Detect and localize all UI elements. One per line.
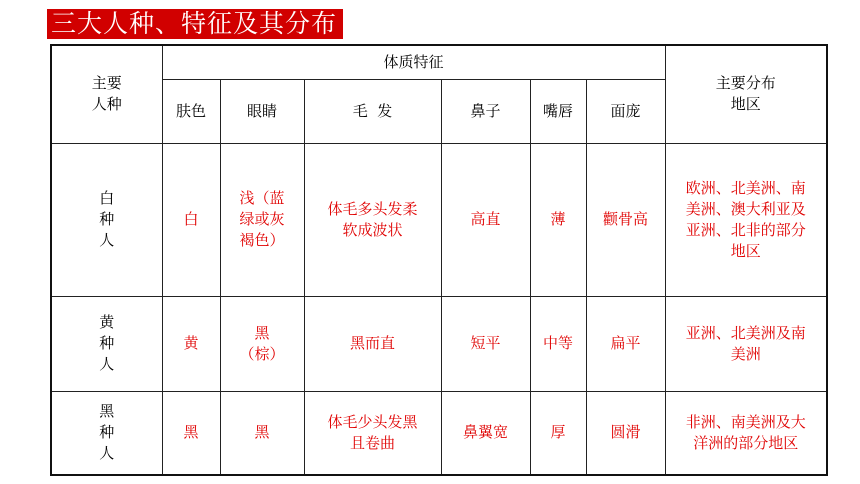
hair-line: 且卷曲 [349, 433, 395, 452]
nose-cell: 短平 [441, 296, 530, 391]
table-row [51, 391, 827, 475]
header-face: 面庞 [586, 79, 665, 143]
header-lips: 嘴唇 [530, 79, 586, 143]
lips-cell: 薄 [530, 143, 586, 296]
skin-cell: 白 [162, 143, 220, 296]
header-dist-line1: 主要分布 [715, 74, 776, 93]
lips-cell: 中等 [530, 296, 586, 391]
skin-cell: 黄 [162, 296, 220, 391]
dist-line: 美洲 [730, 344, 761, 363]
eyes-line: 褐色） [239, 231, 285, 249]
header-skin: 肤色 [162, 79, 220, 143]
page-title: 三大人种、特征及其分布 [47, 9, 343, 39]
dist-line: 地区 [730, 241, 761, 260]
table-row [51, 143, 827, 296]
face-cell: 扁平 [586, 296, 665, 391]
nose-cell: 鼻翼宽 [441, 391, 530, 475]
eyes-line: 浅（蓝 [239, 189, 285, 207]
races-table [50, 44, 828, 476]
header-race-line1: 主要 [91, 74, 122, 93]
face-cell: 颧骨高 [586, 143, 665, 296]
header-hair: 毛 发 [304, 79, 441, 143]
race-char: 人 [99, 231, 115, 249]
header-traits-group: 体质特征 [162, 45, 665, 79]
header-row-1 [51, 45, 827, 79]
race-char: 白 [99, 189, 115, 207]
eyes-line: 黑 [254, 323, 270, 342]
hair-cell [304, 143, 441, 296]
hair-line: 软成波状 [342, 220, 403, 239]
header-distribution [665, 45, 827, 143]
eyes-line: （棕） [239, 344, 285, 363]
header-race [51, 45, 162, 143]
eyes-cell [220, 296, 304, 391]
distribution-cell [665, 391, 827, 475]
face-cell: 圆滑 [586, 391, 665, 475]
eyes-cell: 黑 [220, 391, 304, 475]
table-row [51, 296, 827, 391]
skin-cell: 黑 [162, 391, 220, 475]
header-race-line2: 人种 [91, 95, 122, 114]
dist-line: 亚洲、北非的部分 [685, 220, 806, 239]
header-dist-line2: 地区 [730, 95, 761, 114]
race-char: 黑 [99, 402, 115, 421]
race-cell [51, 391, 162, 475]
hair-cell: 黑而直 [304, 296, 441, 391]
race-char: 人 [99, 355, 115, 373]
race-char: 种 [99, 334, 115, 352]
nose-cell: 高直 [441, 143, 530, 296]
header-nose: 鼻子 [441, 79, 530, 143]
race-char: 黄 [99, 313, 115, 331]
lips-cell: 厚 [530, 391, 586, 475]
dist-line: 亚洲、北美洲及南 [685, 323, 806, 342]
dist-line: 美洲、澳大利亚及 [685, 199, 806, 218]
eyes-line: 绿或灰 [239, 210, 285, 228]
race-char: 人 [99, 444, 115, 463]
dist-line: 洋洲的部分地区 [693, 433, 799, 452]
hair-line: 体毛多头发柔 [327, 199, 418, 218]
race-cell [51, 296, 162, 391]
race-cell [51, 143, 162, 296]
dist-line: 欧洲、北美洲、南 [685, 178, 806, 197]
header-eyes: 眼睛 [220, 79, 304, 143]
distribution-cell [665, 296, 827, 391]
hair-line: 体毛少头发黑 [327, 412, 418, 431]
distribution-cell [665, 143, 827, 296]
hair-cell [304, 391, 441, 475]
race-char: 种 [99, 423, 115, 442]
eyes-cell [220, 143, 304, 296]
race-char: 种 [99, 210, 115, 228]
dist-line: 非洲、南美洲及大 [685, 412, 806, 431]
